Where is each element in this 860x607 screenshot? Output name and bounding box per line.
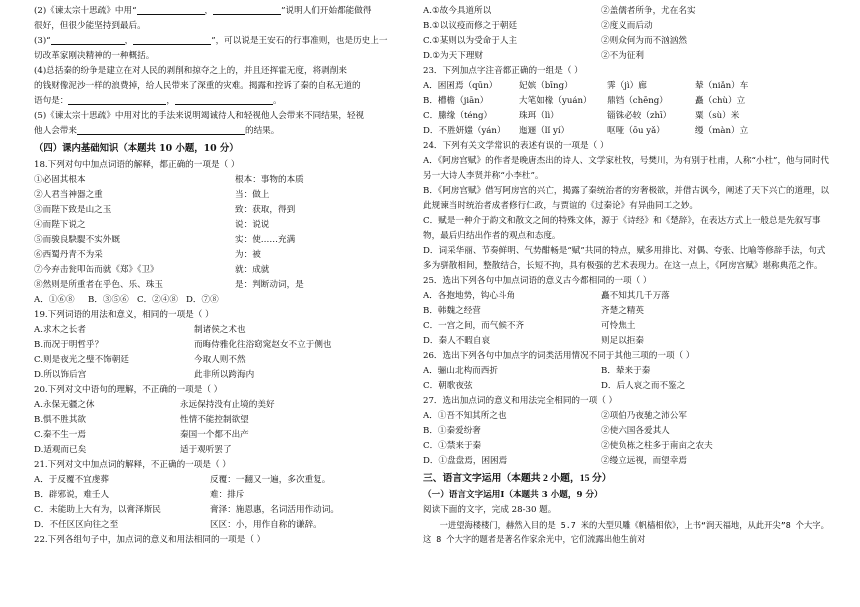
- option-c[interactable]: C．②④⑧: [137, 295, 178, 305]
- right-column: [423, 4, 833, 546]
- q23-row: B．槽檐（jiān） 大笔如椽（yuán） 鼎铛（chēng） 矗（chù）立: [423, 96, 746, 106]
- q20-row: A.永保无疆之休 永远保持没有止境的美好: [34, 400, 275, 410]
- subsection-title: （一）语言文字运用Ⅰ（本题共 3 小题，9 分）: [423, 490, 603, 500]
- q26-stem: 26．选出下列各句中加点字的词类活用情况不同于其他三项的一项（ ）: [423, 351, 695, 361]
- q24-stem: 24．下列有关文学常识的表述有误的一项是（ ）: [423, 141, 609, 151]
- q18-options: [34, 293, 432, 308]
- q20-row: D.适观而已矣 适于观听罢了: [34, 445, 232, 455]
- q24-option-a: A．《阿房宫赋》的作者是晚唐杰出的诗人、文学家杜牧，号樊川，为有别于杜甫，人称“小杜”，他与同时代另一大诗人李贤并称“小李杜”。: [423, 156, 830, 181]
- q18-stem: 18.下列对句中加点词语的解释，都正确的一项是（ ）: [34, 160, 240, 170]
- q18-row: ⑧然则是所重者在乎色、乐、珠玉 是：判断动词，是: [34, 280, 304, 290]
- q26-row: A．骊山北构而西折 B．辇来于秦: [423, 366, 651, 376]
- left-column: [34, 4, 432, 548]
- intro-line-4: 语句是： ， 。: [34, 96, 282, 106]
- intro-line-5: 他人会带来 的结果。: [34, 126, 280, 136]
- intro-line: 的钱财像泥沙一样的浪费掉，给人民带来了深重的灾难。揭露和控诉了秦的自私无道的: [34, 81, 361, 91]
- q22-row: C.①某则以为受命于人主 ②则众何为而不汹汹然: [423, 36, 687, 46]
- q24-option-d: D．词采华丽、节奏鲜明、气势酣畅是“赋”共同的特点，赋多用排比、对偶、夸张、比喻等修辞手法，句式多为骈散相间，整散结合，长短不拘，具有极强的艺术表现力。在这一点上，《阿房宫赋》堪称典范之作。: [423, 246, 826, 271]
- q21-stem: 21.下列对文中加点词的解释，不正确的一项是（ ）: [34, 460, 231, 470]
- q27-row: C．①禁来于秦 ②使负栋之柱多于南亩之农夫: [423, 441, 713, 451]
- q21-row: C．未能助上大有为，以膏泽斯民 膏泽：施恩惠，名词活用作动词。: [34, 505, 339, 515]
- q18-row: ⑦今弃击瓮叩缶而就《郑》《卫》 就：成就: [34, 265, 270, 275]
- q19-row: B.而况于明哲乎？ 而晦侍雅化往浴窈窕赵女不立于侧也: [34, 340, 332, 350]
- q22-row: D.①为天下理财 ②不为征利: [423, 51, 644, 61]
- q18-row: ③而陛下致是山之玉 致：获取，得到: [34, 205, 296, 215]
- section-3-title: 三、语言文字运用（本题共 2 小题，15 分）: [423, 473, 612, 484]
- q25-row: A．各抱地势，钩心斗角 矗不知其几千万落: [423, 291, 670, 301]
- intro-line: 切改革家刚决精神的一种概括。: [34, 51, 155, 61]
- q27-row: D．①盘盘焉，困困焉 ②缦立远视，而望幸焉: [423, 456, 687, 466]
- q19-row: C.则是夜光之璧不饰朝廷 今取人则不然: [34, 355, 246, 365]
- q19-row: A.求木之长者 制诸侯之术也: [34, 325, 246, 335]
- q18-row: ⑥西蜀丹青不为采 为：被: [34, 250, 261, 260]
- q23-row: A．困囷焉（qūn） 妃嫔（bīng） 霁（jì）廊 辇（niǎn）车: [423, 81, 749, 91]
- q20-stem: 20.下列对文中语句的理解，不正确的一项是（ ）: [34, 385, 223, 395]
- option-a[interactable]: A．①⑥⑧: [34, 295, 75, 305]
- intro-line-2: (2)《谏太宗十思疏》中用“ ， ”说明人们开始都能做得: [34, 6, 372, 16]
- answer-blank[interactable]: [175, 94, 273, 105]
- intro-line-3: (3)“ ， ”，可以说是王安石的行事准则，也是历史上一: [34, 36, 388, 46]
- answer-blank[interactable]: [77, 124, 245, 135]
- q22-row: A.①故今具道所以 ②盖儒者所争，尤在名实: [423, 6, 696, 16]
- q23-row: C．縢缘（téng） 珠珥（lì） 锱铢必较（zhī） 粟（sù）米: [423, 111, 740, 121]
- q22-row: B.①以议疫而修之于朝廷 ②度义而后动: [423, 21, 653, 31]
- q22-stem: 22.下列各组句子中，加点词的意义和用法相同的一项是（ ）: [34, 535, 266, 545]
- q27-row: A．①吾不知其所之也 ②项伯乃夜驰之沛公军: [423, 411, 687, 421]
- q23-row: D．不胜妍媸（yán） 迤逦（lǐ yí） 呕哑（ōu yǎ） 缦（màn）立: [423, 126, 749, 136]
- answer-blank[interactable]: [68, 94, 166, 105]
- q25-row: C．一宫之间，而气候不齐 可怜焦土: [423, 321, 636, 331]
- q18-row: ①必固其根本 根本：事物的本质: [34, 175, 304, 185]
- answer-blank[interactable]: [133, 34, 211, 45]
- q18-row: ④而陛下说之 说：说说: [34, 220, 270, 230]
- q19-row: D.所以饰后宫 此非所以跨海内: [34, 370, 255, 380]
- q21-row: A．于反覆不宜虔葬 反覆：一翻又一遍，多次重复。: [34, 475, 331, 485]
- q21-row: B．辟邪说，难壬人 难：排斥: [34, 490, 245, 500]
- q26-row: C．朝歌夜弦 D．后人哀之而不鉴之: [423, 381, 686, 391]
- intro-line: 很好，但很少能坚持到最后。: [34, 21, 146, 31]
- q24-option-c: C．赋是一种介于韵文和散文之间的特殊文体，源于《诗经》和《楚辞》，在表达方式上一般总是先叙写事物，最后归结出作者的观点和态度。: [423, 216, 821, 241]
- q21-row: D．不任区区向往之至 区区：小，用作自称的谦辞。: [34, 520, 322, 530]
- q23-stem: 23．下列加点字注音都正确的一组是（ ）: [423, 66, 583, 76]
- q20-row: B.惧不胜其欲 性情不能控制欲望: [34, 415, 249, 425]
- q20-row: C.秦不生一焉 秦国一个都不出产: [34, 430, 249, 440]
- option-b[interactable]: B．③⑤⑥: [88, 295, 129, 305]
- q25-stem: 25．选出下列各句中加点词语的意义古今都相同的一项（ ）: [423, 276, 652, 286]
- answer-blank[interactable]: [51, 34, 125, 45]
- q19-stem: 19.下列词语的用法和意义，相同的一项是（ ）: [34, 310, 214, 320]
- q27-row: B．①秦爱纷奢 ②使六国各爱其人: [423, 426, 670, 436]
- intro-line: (4)总括秦的纷争是建立在对人民的剥削和掠夺之上的，并且还挥霍无度，将剥削来: [34, 66, 347, 76]
- reading-instruction: 阅读下面的文字，完成 28-30 题。: [423, 505, 557, 515]
- q18-row: ②人君当神器之重 当：做上: [34, 190, 270, 200]
- intro-line: (5)《谏太宗十思疏》中用对比的手法来说明竭诚待人和轻视他人会带来不同结果，轻视: [34, 111, 365, 121]
- answer-blank[interactable]: [137, 4, 205, 15]
- section-title: （四）课内基础知识（本题共 10 小题，10 分）: [34, 143, 239, 154]
- answer-blank[interactable]: [213, 4, 281, 15]
- q27-stem: 27．选出加点词的意义和用法完全相同的一项（ ）: [423, 396, 618, 406]
- option-d[interactable]: D．⑦⑧: [186, 295, 219, 305]
- q25-row: D．秦人不暇自哀 则足以拒秦: [423, 336, 644, 346]
- q18-row: ⑤而骏良駃騠不实外厩 实：使……充满: [34, 235, 296, 245]
- reading-passage: 一进望海楼楼门，赫然入目的是 5.7 米的大型贝雕《帆樯相依》，上书“润天福地，从此开尖”8 个大字。这 8 个大字的题者是著名作家余光中，它们流露出他生前对: [423, 520, 829, 544]
- q25-row: B．韩魏之经营 齐楚之精英: [423, 306, 644, 316]
- q24-option-b: B．《阿房宫赋》借写阿房宫的兴亡，揭露了秦统治者的穷奢极欲，并借古讽今，阐述了天下兴亡的道理，以此规谏当时统治者成者修行仁政，与贾谊的《过秦论》有异曲同工之妙。: [423, 186, 829, 211]
